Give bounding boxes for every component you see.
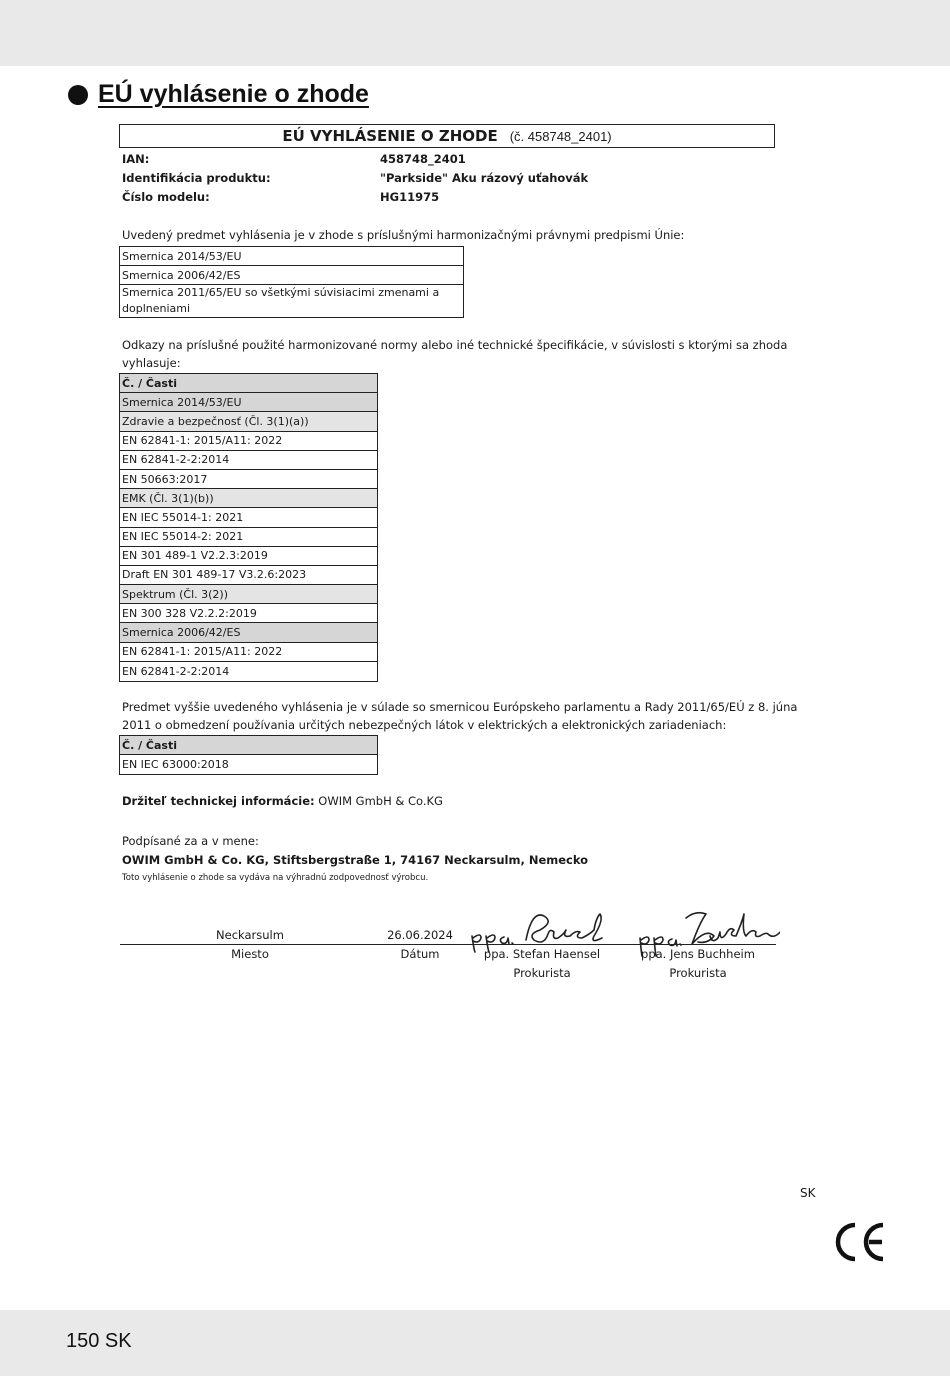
standards-row: EN 50663:2017 xyxy=(120,470,377,489)
rohs-intro-line1: Predmet vyššie uvedeného vyhlásenia je v súlade so smernicou Európskeho parlamentu a Rady 2011/65/EÚ z 8. júna xyxy=(122,700,798,714)
standards-row: EN 62841-2-2:2014 xyxy=(120,451,377,470)
directives-table xyxy=(119,246,464,318)
bullet-icon xyxy=(68,85,88,105)
signer2-name: ppa. Jens Buchheim xyxy=(641,947,755,961)
field-label-product: Identifikácia produktu: xyxy=(122,171,271,185)
standards-section-row: Smernica 2006/42/ES xyxy=(120,623,377,642)
standards-table xyxy=(119,373,378,682)
standards-section-row: Smernica 2014/53/EU xyxy=(120,393,377,412)
signer2-role: Prokurista xyxy=(669,966,727,980)
declaration-title: EÚ VYHLÁSENIE O ZHODE xyxy=(282,127,498,145)
declaration-title-box xyxy=(119,124,775,148)
rohs-row: EN IEC 63000:2018 xyxy=(122,758,229,771)
date-value: 26.06.2024 xyxy=(387,928,453,942)
directive-row: Smernica 2011/65/EU so všetkými súvisiacimi zmenami a doplneniami xyxy=(122,286,440,315)
standards-row: Draft EN 301 489-17 V3.2.6:2023 xyxy=(120,566,377,585)
directive-row: Smernica 2006/42/ES xyxy=(120,266,463,285)
declaration-number: (č. 458748_2401) xyxy=(509,128,612,144)
standards-row: EN 62841-1: 2015/A11: 2022 xyxy=(120,643,377,662)
signed-for-label: Podpísané za a v mene: xyxy=(122,834,259,848)
signature-stroke xyxy=(686,913,780,944)
field-value-ian: 458748_2401 xyxy=(380,152,466,166)
signer1-role: Prokurista xyxy=(513,966,571,980)
language-code: SK xyxy=(800,1186,816,1200)
technical-holder-value: OWIM GmbH & Co.KG xyxy=(318,794,443,808)
field-label-model: Číslo modelu: xyxy=(122,190,210,204)
standards-intro-line2: vyhlasuje: xyxy=(122,356,181,370)
standards-subsection-row: EMK (Čl. 3(1)(b)) xyxy=(120,489,377,508)
standards-intro-line1: Odkazy na príslušné použité harmonizované normy alebo iné technické špecifikácie, v súvislosti s ktorými sa zhoda xyxy=(122,338,788,352)
standards-row: EN 62841-1: 2015/A11: 2022 xyxy=(120,432,377,451)
date-label: Dátum xyxy=(400,947,440,961)
directive-row: Smernica 2014/53/EU xyxy=(120,247,463,266)
signature-stroke xyxy=(526,914,602,942)
ce-mark-icon xyxy=(835,1222,887,1262)
standards-subsection-row: Zdravie a bezpečnosť (Čl. 3(1)(a)) xyxy=(120,412,377,431)
responsibility-note: Toto vyhlásenie o zhode sa vydáva na výhradnú zodpovednosť výrobcu. xyxy=(122,873,429,883)
top-band xyxy=(0,0,950,66)
rohs-table xyxy=(119,735,378,775)
standards-row: EN IEC 55014-2: 2021 xyxy=(120,528,377,547)
bottom-band xyxy=(0,1310,950,1376)
place-value: Neckarsulm xyxy=(216,928,284,942)
signer1-name: ppa. Stefan Haensel xyxy=(483,947,601,961)
signature-line xyxy=(120,944,776,945)
field-value-model: HG11975 xyxy=(380,190,440,204)
place-label: Miesto xyxy=(231,947,269,961)
section-title: EÚ vyhlásenie o zhode xyxy=(98,80,369,108)
page-number: 150 SK xyxy=(66,1330,132,1352)
rohs-header-row: Č. / Časti xyxy=(120,736,377,755)
signature-stroke xyxy=(500,937,513,944)
field-value-product: "Parkside" Aku rázový uťahovák xyxy=(380,171,589,185)
standards-row: EN 62841-2-2:2014 xyxy=(122,664,230,678)
standards-row: EN 300 328 V2.2.2:2019 xyxy=(120,604,377,623)
harmonization-intro: Uvedený predmet vyhlásenia je v zhode s príslušnými harmonizačnými právnymi predpismi Únie: xyxy=(122,228,685,242)
standards-header-row: Č. / Časti xyxy=(120,374,377,393)
field-label-ian: IAN: xyxy=(122,152,150,166)
standards-row: EN IEC 55014-1: 2021 xyxy=(120,508,377,527)
standards-subsection-row: Spektrum (Čl. 3(2)) xyxy=(120,585,377,604)
technical-holder xyxy=(122,792,443,810)
standards-row: EN 301 489-1 V2.2.3:2019 xyxy=(120,547,377,566)
rohs-intro-line2: 2011 o obmedzení používania určitých nebezpečných látok v elektrických a elektronických zariadeniach: xyxy=(122,718,727,732)
technical-holder-label: Držiteľ technickej informácie: xyxy=(122,794,315,808)
company-address: OWIM GmbH & Co. KG, Stiftsbergstraße 1, 74167 Neckarsulm, Nemecko xyxy=(122,853,589,867)
section-heading xyxy=(68,80,369,109)
